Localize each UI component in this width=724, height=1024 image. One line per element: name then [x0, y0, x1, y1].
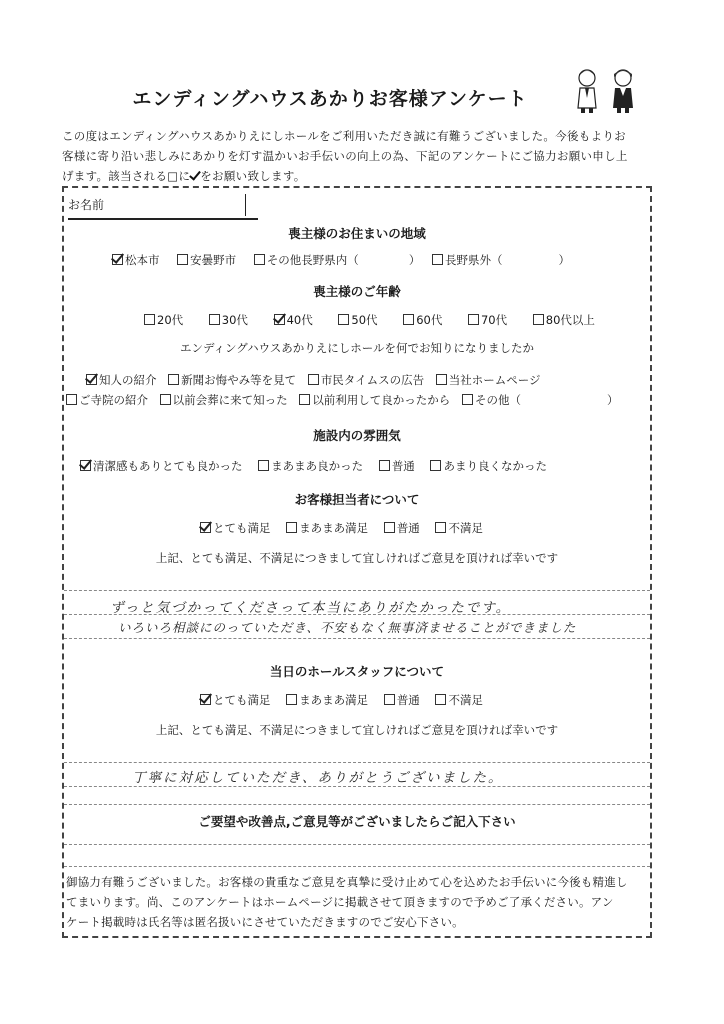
source-option[interactable]	[86, 372, 157, 388]
comment-line	[64, 762, 650, 763]
source-options-row1	[86, 372, 541, 388]
atmosphere-option[interactable]	[80, 458, 243, 474]
checkbox[interactable]	[338, 314, 349, 325]
checkbox[interactable]	[384, 522, 395, 533]
checkbox[interactable]	[112, 254, 123, 265]
source-option[interactable]	[436, 372, 541, 388]
checkbox[interactable]	[430, 460, 441, 471]
option-label: 60代	[416, 313, 443, 327]
source-option[interactable]	[299, 392, 450, 408]
hall-staff-comment-prompt: 上記、とても満足、不満足につきまして宜しければご意見を頂ければ幸いです	[155, 723, 559, 737]
option-label: 不満足	[448, 521, 483, 535]
intro-line	[62, 166, 682, 186]
checkbox[interactable]	[462, 394, 473, 405]
checkbox[interactable]	[379, 460, 390, 471]
option-label: 以前利用して良かったから	[312, 393, 451, 407]
option-label: 新聞お悔やみ等を見て	[181, 373, 297, 387]
source-option[interactable]	[160, 392, 288, 408]
staff-comment-handwriting: いろいろ相談にのっていただき、不安もなく無事済ませることができました	[118, 620, 577, 635]
name-label: お名前	[68, 198, 105, 212]
name-field-divider	[245, 194, 246, 216]
option-label: 知人の紹介	[99, 373, 157, 387]
option-label: 30代	[221, 313, 248, 327]
footer-line: 御協力有難うございました。お客様の貴重なご意見を真摯に受け止めて心を込めたお手伝いに今後も精進し	[66, 875, 628, 889]
checkbox[interactable]	[286, 694, 297, 705]
checkbox[interactable]	[533, 314, 544, 325]
checkbox[interactable]	[274, 314, 285, 325]
option-label: 当社ホームページ	[448, 373, 541, 387]
option-label: 松本市	[125, 253, 160, 267]
option-label: 清潔感もありとても良かった	[93, 459, 243, 473]
age-option[interactable]	[403, 312, 442, 328]
comment-line	[64, 844, 650, 845]
checkbox[interactable]	[308, 374, 319, 385]
area-option-azumino[interactable]	[177, 252, 236, 268]
option-label: その他（	[474, 393, 521, 407]
source-question: エンディングハウスあかりえにしホールを何でお知りになりましたか	[179, 341, 535, 355]
checkbox[interactable]	[209, 314, 220, 325]
checkbox[interactable]	[86, 374, 97, 385]
checkbox[interactable]	[66, 394, 77, 405]
comment-line	[64, 866, 650, 867]
check-mark-icon	[190, 171, 200, 181]
option-label: ）	[408, 253, 421, 267]
option-label: まあまあ良かった	[271, 459, 364, 473]
atmosphere-heading: 施設内の雰囲気	[313, 428, 401, 443]
option-label: 40代	[286, 313, 313, 327]
comment-line	[64, 590, 650, 591]
staff-options	[200, 520, 483, 536]
age-heading: 喪主様のご年齢	[313, 284, 401, 299]
option-label: 70代	[480, 313, 508, 327]
checkbox[interactable]	[258, 460, 269, 471]
age-option[interactable]	[274, 312, 313, 328]
comment-line	[64, 804, 650, 805]
option-label: 長野県外（	[444, 253, 503, 267]
age-option[interactable]	[468, 312, 507, 328]
option-label: とても満足	[213, 693, 271, 707]
age-option[interactable]	[209, 312, 248, 328]
source-option[interactable]	[308, 372, 424, 388]
atmosphere-option[interactable]	[258, 458, 363, 474]
area-option-other-nagano[interactable]	[254, 252, 421, 268]
area-options	[112, 252, 570, 268]
age-option[interactable]	[533, 312, 595, 328]
hall-staff-option[interactable]	[435, 692, 483, 708]
footer-line: てまいります。尚、このアンケートはホームページに掲載させて頂きますので予めご了承ください。アン	[66, 895, 614, 909]
option-label: 20代	[157, 313, 184, 327]
intro-line-part: げます。該当される□に	[62, 169, 191, 183]
hall-staff-option[interactable]	[200, 692, 271, 708]
staff-option[interactable]	[384, 520, 420, 536]
comment-line	[64, 786, 650, 787]
checkbox[interactable]	[299, 394, 310, 405]
checkbox[interactable]	[254, 254, 265, 265]
staff-option[interactable]	[286, 520, 368, 536]
checkbox[interactable]	[177, 254, 188, 265]
source-option[interactable]	[168, 372, 296, 388]
checkbox[interactable]	[435, 522, 446, 533]
option-label: その他長野県内（	[266, 253, 359, 267]
option-label: 普通	[396, 521, 420, 535]
staff-heading: お客様担当者について	[294, 492, 420, 507]
checkbox[interactable]	[160, 394, 171, 405]
source-option[interactable]	[66, 392, 148, 408]
option-label: 安曇野市	[190, 253, 237, 267]
intro-text	[62, 126, 682, 186]
atmosphere-options	[80, 458, 547, 474]
age-option[interactable]	[144, 312, 183, 328]
checkbox[interactable]	[200, 522, 211, 533]
intro-line-part: をお願い致します。	[200, 169, 306, 183]
checkbox[interactable]	[144, 314, 155, 325]
option-label: ）	[606, 393, 619, 407]
hall-staff-option[interactable]	[286, 692, 368, 708]
name-field[interactable]	[68, 194, 258, 220]
option-label: 80代以上	[545, 313, 595, 327]
checkbox[interactable]	[403, 314, 414, 325]
option-label: とても満足	[213, 521, 271, 535]
option-label: ）	[558, 253, 570, 267]
comment-line	[64, 614, 650, 615]
option-label: 50代	[351, 313, 378, 327]
option-label: 不満足	[448, 693, 483, 707]
intro-line: この度はエンディングハウスあかりえにしホールをご利用いただき誠に有難うございました。今後もよりお	[62, 129, 626, 143]
option-label: 市民タイムスの広告	[320, 373, 425, 387]
age-options	[144, 312, 595, 328]
hall-staff-option[interactable]	[384, 692, 420, 708]
checkbox[interactable]	[435, 694, 446, 705]
option-label: 普通	[391, 459, 415, 473]
checkbox[interactable]	[200, 694, 211, 705]
footer-line: ケート掲載時は氏名等は匿名扱いにさせていただきますのでご安心下さい。	[66, 915, 464, 929]
staff-option[interactable]	[435, 520, 483, 536]
staff-comment-prompt: 上記、とても満足、不満足につきまして宜しければご意見を頂ければ幸いです	[155, 551, 559, 565]
staff-option[interactable]	[200, 520, 271, 536]
hall-staff-comment-handwriting: 丁寧に対応していただき、ありがとうございました。	[132, 770, 504, 786]
staff-comment-handwriting: ずっと気づかってくださって本当にありがたかったです。	[110, 600, 512, 616]
option-label: まあまあ満足	[299, 521, 369, 535]
intro-line: 客様に寄り沿い悲しみにあかりを灯す温かいお手伝いの向上の為、下記のアンケートにご協力お願い申し上	[62, 149, 628, 163]
option-label: まあまあ満足	[299, 693, 369, 707]
option-label: 普通	[396, 693, 420, 707]
checkbox[interactable]	[286, 522, 297, 533]
source-options-row2	[66, 392, 618, 408]
source-option-other[interactable]	[462, 392, 619, 408]
footer-note	[66, 872, 656, 932]
area-option-outside-nagano[interactable]	[432, 252, 570, 268]
comment-line	[64, 638, 650, 639]
checkbox[interactable]	[436, 374, 447, 385]
area-option-matsumoto[interactable]	[112, 252, 160, 268]
checkbox[interactable]	[468, 314, 479, 325]
requests-heading: ご要望や改善点,ご意見等がございましたらご記入下さい	[198, 814, 516, 829]
area-heading: 喪主様のお住まいの地域	[288, 226, 426, 241]
hall-staff-heading: 当日のホールスタッフについて	[269, 664, 445, 679]
option-label: ご寺院の紹介	[79, 393, 148, 407]
option-label: 以前会葬に来て知った	[172, 393, 288, 407]
survey-title: エンディングハウスあかりお客様アンケート	[132, 88, 528, 110]
checkbox[interactable]	[168, 374, 179, 385]
atmosphere-option[interactable]	[430, 458, 547, 474]
atmosphere-option[interactable]	[379, 458, 415, 474]
option-label: あまり良くなかった	[443, 459, 547, 473]
checkbox[interactable]	[384, 694, 395, 705]
checkbox[interactable]	[80, 460, 91, 471]
checkbox[interactable]	[432, 254, 443, 265]
hall-staff-options	[200, 692, 483, 708]
age-option[interactable]	[338, 312, 377, 328]
